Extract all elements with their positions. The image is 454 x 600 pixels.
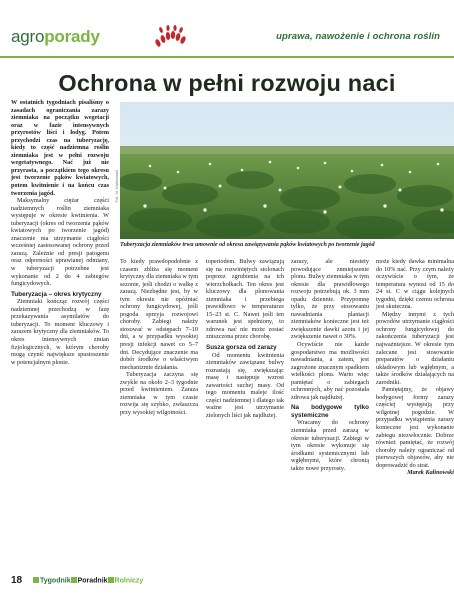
paragraph: toperiodem. Bulwy zawiązują się na rozwiniętych stolonach poprzez zgrubienia na ich wierzchołkach. Ten okres jest kluczowy dla plonowania ziemniaka i przebiega prawidłowo w temperaturze 15–23 st. C. Nawet jeśli ten warunek jest spełniony, to zdrowa nać nie może zostać zniszczona przez chorobę. xyxy=(206,258,284,341)
paragraph: Pamiętajmy, że objawy bodygowej formy zarazy częściej występują przy wilgotnej pogodzie. W przypadku wystąpienia zarazy konieczne jest wykonanie zabiegu niezwłocznie. Dobrze również pamiętać, że rozwój choroby należy ograniczać od pierwszych objawów, aby nie doprowadzić do strat. xyxy=(376,386,454,469)
subheading-tuberyzacja: Tuberyzacja – okres krytyczny xyxy=(11,290,102,298)
publication-brand xyxy=(33,577,143,585)
potato-field-photo xyxy=(120,102,454,239)
brand-tygodnik: Tygodnik xyxy=(40,577,71,585)
brand-square-icon xyxy=(33,577,39,583)
paragraph: Tuberyzacja zaczyna się zwykle na około 2–3 tygodnie przed kwitnieniem. Zaraza ziemniaka w tym czasie rozwija się szybko, zwłaszcza przy wysokiej wilgotności. xyxy=(120,371,198,416)
paragraph: zarazy, ale niestety powodujące zmniejszenie plonu. Bulwy ziemniaka w tym okresie dla prawidłowego rozwoju potrzebują ok. 3 mm opadu dziennie. Przypomnę tylko, że przy stosowaniu nawadniania plantacji ziemniaków konieczne jest też zwiększenie dawki azotu i jej zwiększenie nawet o 30%. xyxy=(291,258,369,341)
agroporady-logo xyxy=(11,27,100,47)
brand-rolniczy: Rolniczy xyxy=(114,577,144,585)
paragraph: Między innymi z tych powodów utrzymanie ciągłości ochrony fungicydowej do zakończenia tuberyzacji jest najważniejsze. W okresie tym zalecane jest stosowanie preparatów o działaniu układowym lub wgłębnym, a także środków działających na zarodniki. xyxy=(376,310,454,386)
column-3 xyxy=(206,258,284,419)
column-1 xyxy=(11,99,109,366)
paragraph: Ocywiście nie każde gospodarstwo ma możliwości nawadniania, a zatem, jest zagrożone znacznym spadkiem wielkości plonu. Warto więc pamiętać o zabiegach ochronnych, aby nać pozostała zdrowa jak najdłużej. xyxy=(291,341,369,401)
page-number: 18 xyxy=(11,575,23,586)
paragraph: może kiedy dawka minimalna do 10% nać. Przy czym należy oczywiście o tym, że temperatura wynosi od 15 do 24 st. C w ciągu kolejnych tygodni, dzięki czemu ochrona jest skuteczna. xyxy=(376,258,454,311)
author-signature: Marek Kalinowski xyxy=(407,469,454,477)
subheading-susza: Susza gorsza od zarazy xyxy=(206,344,277,352)
header-rule xyxy=(0,56,454,58)
logo-agro-text: agro xyxy=(11,27,45,46)
paragraph: To kiedy prawdopodobnie z czasem zbliża się moment krytyczny dla ziemniaka w tym sezonie, jeśli chodzi o walkę z zarazą. Niezbędne jest, by w tym okresie nie opóźniać ochrony fungicydowej, jeśli pogoda sprzyja rozwojowi choroby. Zabiegi należy stosować w odstępach 7–10 dni, a w przypadku wysokiej presji infekcji nawet co 5–7 dni. Decydujące znaczenie ma dobór środków o właściwym mechanizmie działania. xyxy=(120,258,199,371)
logo-porady-text: porady xyxy=(44,27,100,46)
article-title: Ochrona w pełni rozwoju naci xyxy=(58,70,396,96)
paragraph: Ziemniaki kończąc rozwój części nadziemnej przechodzą w fazę przekazywania asymilatów do tuberyzacji. To moment kluczowy i zarazem krytyczny dla ziemniaków. To okres intensywnych zmian fizjologicznych, w którym choroby mogą czynić największe spustoszenie w potencjalnym plonie. xyxy=(11,298,109,366)
photo-image xyxy=(120,102,454,239)
article-lead: W ostatnich tygodniach pisaliśmy o zasadach ograniczania zarazy ziemniaka na początku wegetacji oraz w fazie intensywnych przyrostów liści i łodyg. Potem przychodzi czas na tuberyzację, kiedy to część nadziemna roślin ziemniaka jest w pełni rozwoju wegetatywnego. Nać już nie przyrasta, a początkiem tego okresu jest tworzenie pąków kwiatowych, potem kwitnienie i na końcu czas tworzenia jagód. xyxy=(11,99,109,197)
brand-square-icon xyxy=(71,577,77,583)
brand-square-icon xyxy=(108,577,114,583)
page-header xyxy=(0,0,454,58)
column-4 xyxy=(291,258,369,472)
wheat-icon xyxy=(152,25,188,51)
photo-caption: Tuberyzacja ziemniaków trwa umownie od okresu zawiązywania pąków kwiatowych po tworzenie jagód xyxy=(120,242,375,248)
section-label: uprawa, nawożenie i ochrona roślin xyxy=(276,31,440,42)
paragraph: Maksymalny ciężar części nadziemnych roślin ziemniaka występuje w okresie kwitnienia. W tuberyzacji (okres od tworzenia pąków kwiatowych po tworzenie jagód) znaczenie ma utrzymanie ciągłości wcześniej zastosowanej ochrony przed zarazą. Zależnie od presji patogenu oraz odporności uprawianej odmiany, w tuberyzacji potrzebne jest wykonanie od 2 do 4 zabiegów fungicydowych. xyxy=(11,197,109,288)
paragraph: Wracamy do ochrony ziemniaka przed zarazą w okresie tuberyzacji. Zabiegi w tym okresie wykonuje się środkami systemicznymi lub wgłębnymi, które chronią także nowe przyrosty. xyxy=(291,419,369,472)
photo-credit: Fot. M. Kalinowski xyxy=(114,170,119,203)
column-2 xyxy=(120,258,198,416)
column-5 xyxy=(376,258,454,477)
paragraph: Od momentu kwitnienia ziemniaków zawiązane bulwy rozrastają się, zwiększając masę i następuje wzrost zawartości suchej masy. Od tego momentu maleje ilość części nadziemnej i dlatego tak ważne jest utrzymanie zielonych liści jak najdłużej. xyxy=(206,351,284,419)
brand-poradnik: Poradnik xyxy=(77,577,108,585)
subheading-systemiczne: Na bodygowe tylko systemiczne xyxy=(291,404,369,419)
